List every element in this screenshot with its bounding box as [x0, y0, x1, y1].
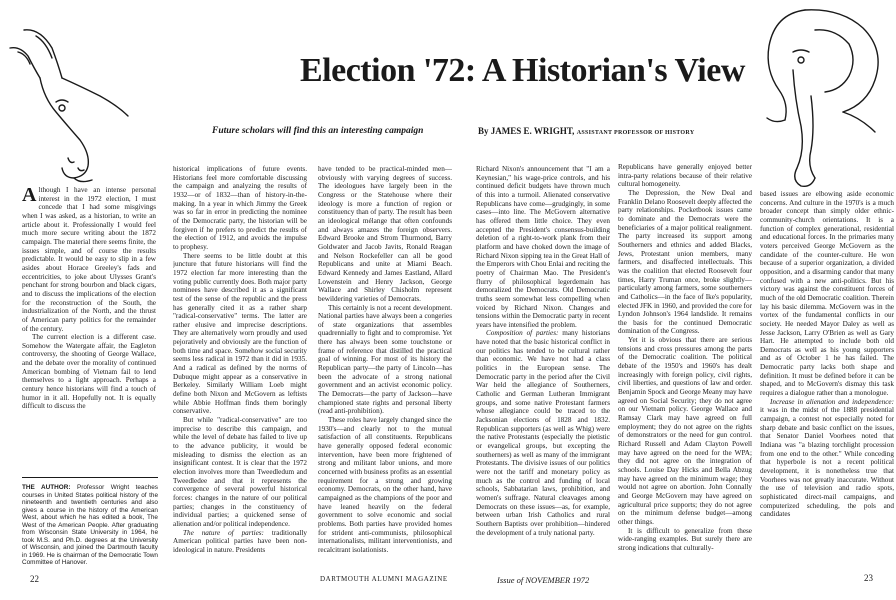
paragraph: Although I have an intense personal interest in the 1972 election, I must concede that I had some misgivings when I was asked, as a historian, to write an article about it. Professionally I would feel much more secure writing about the 1872 campaign. The material there seems finite, the issues simple, and of course the results predictable. It would be easy to slip in a few asides about Horace Greeley's fads and eccentricities, to joke about Ulysses Grant's penchant for strong bourbon and black cigars, and to discuss the implications of the election for the reconstruction of the South, the industrialization of the North, and the thrust of American party politics for the remainder of the century. — [22, 186, 156, 333]
elephant-illustration — [745, 0, 895, 190]
column-5 — [618, 163, 752, 560]
section-lead: Increase in alienation and independence: — [770, 397, 894, 406]
donkey-illustration — [0, 8, 140, 188]
byline — [478, 126, 694, 136]
author-label: THE AUTHOR: — [22, 484, 71, 491]
section-lead: Composition of parties: — [486, 329, 559, 338]
paragraph: based issues are elbowing aside economic concerns. And culture in the 1970's is a much broader concept than simply older ethnic-community-church orientations. It is a function of complex generational, residential and educational forces. In the primaries many voters perceived George McGovern as the candidate of the counter-culture. He won because of a superior organization, a divided opposition, and a disarming candor that many confused with a new anti-politics. But his victory was against the constituent forces of much of the old Democratic coalition. Therein lay his basic dilemma. McGovern was in the vortex of the fundamental conflicts in our society. He needed Mayor Daley as well as Jesse Jackson, Larry O'Brien as well as Gary Hart. He attempted to include both old Democrats as well as his young supporters and as of October 1 he has failed. The Democratic party lacks both shape and definition. It must be defined before it can be shaped, and to McGovern's dismay this task requires a dialogue rather than a monologue. — [760, 190, 894, 398]
paragraph: The current election is a different case. Somehow the Watergate affair, the Eagleton controversy, the shooting of George Wallace, and the debate over the morality of continued American bombing of Vietnam fail to lend themselves to a light approach. Perhaps a century hence historians will find a touch of humor in it all. Hopefully not. It is equally difficult to discuss the — [22, 333, 156, 411]
paragraph: This certainly is not a recent development. National parties have always been a congeries of state organizations that assembles quadrennially to fight and to compromise. Yet there has always been some touchstone or frame of reference that distilled the practical goal of winning. For most of its history the Republican party—the party of Lincoln—has been the advocate of a strong national government and an activist economic policy. The Democrats—the party of Jackson—have championed state rights and personal liberty (read anti-prohibition). — [318, 303, 452, 416]
column-4 — [476, 165, 610, 560]
byline-role: ASSISTANT PROFESSOR OF HISTORY — [576, 130, 695, 136]
paragraph: Increase in alienation and independence: it was in the midst of the 1888 presidential campaign, a contest not especially noted for sharp debate and basic conflict on the issues, that Senator Daniel Voorhees noted that Indiana was "a blazing torchlight procession from one end to the other." While conceding that hyperbole is not a recent political development, it is nonetheless true that Voorhees was not greatly inaccurate. Without the use of television and radio spots, sophisticated direct-mail campaigns, and computerized scheduling, the pols and candidates — [760, 397, 894, 519]
byline-author: By JAMES E. WRIGHT, — [478, 126, 575, 136]
author-bio: Professor Wright teaches courses in United States political history of the nineteenth and twentieth centuries and also gives a course in the history of the American West, about which he has edited a book, The West of the American People. After graduating from Wisconsin State University in 1964, he took M.S. and Ph.D. degrees at the University of Wisconsin, and joined the Dartmouth faculty in 1969. He is chairman of the Democratic Town Committee of Hanover. — [22, 484, 158, 567]
column-3 — [318, 165, 452, 560]
paragraph: It is difficult to generalize from these wide-ranging examples. But surely there are strong indications that culturally- — [618, 526, 752, 552]
page-number-right: 23 — [864, 573, 873, 583]
article-title: Election '72: A Historian's View — [300, 52, 745, 89]
paragraph: historical implications of future events. Historians feel more comfortable discussing the campaign and analyzing the results of 1932—or of 1832—than of history-in-the-making. In a year in which Jimmy the Greek was so far in error in predicting the nominee of the Democratic party, the historian will be forgiven if he prefers to predict the results of the election of 1912, and avoids the impulse to prophesy. — [173, 165, 307, 251]
drop-cap: A — [22, 186, 37, 206]
author-box — [22, 477, 158, 567]
paragraph: But while "radical-conservative" are too imprecise to describe this campaign, and while the level of debate has failed to live up to the advance publicity, it would be misleading to dismiss the election as an insignificant contest. It is clear that the 1972 election involves more than Tweedledum and Tweedledee and that it represents the convergence of several powerful historical forces: changes in the nature of our political parties; changes in the constituency of individual parties; a quickened sense of alienation and/or political independence. — [173, 416, 307, 528]
column-2 — [173, 165, 307, 560]
section-lead: The nature of parties: — [183, 528, 264, 537]
paragraph: The Depression, the New Deal and Franklin Delano Roosevelt deeply affected the party relationships. Pocketbook issues came to dominate and the Democrats were the beneficiaries of a major political realignment. The party increased its support among Southerners and ethnics and added Blacks, Jews, Protestant union members, many farmers, and disaffected intellectuals. This was the coalition that elected Roosevelt four times, Harry Truman once, broke slightly—particularly among farmers, some southerners and Catholics—in the face of Ike's popularity, elected JFK in 1960, and provided the core for Lyndon Johnson's 1964 landslide. It remains the basis for the continued Democratic domination of the Congress. — [618, 188, 752, 336]
paragraph: Republicans have generally enjoyed better intra-party relations because of their relative cultural homogeneity. — [618, 163, 752, 189]
issue-date: Issue of NOVEMBER 1972 — [497, 575, 590, 585]
paragraph: Composition of parties: many historians have noted that the basic historical conflict in our politics has tended to be cultural rather than economic. We have not had a class politics in the European sense. The Democratic party in the period after the Civil War held the allegiance of Southerners, Catholic and German Lutheran Immigrant groups, and some native Protestant farmers whose allegiance could be traced to the Jacksonian elections of 1828 and 1832. Republican supporters (as well as Whig) were the native Protestants (especially the pietistic or evangelical groups, but excepting the southerners) as well as many of the immigrant Protestants. The divisive issues of our politics were not the tariff and monetary policy as much as the control and funding of local schools, Sabbatarian laws, prohibition, and women's suffrage. Natural cleavages among Democrats on these issues—as, for example, between urban Irish Catholics and rural Southern Baptists over prohibition—hindered the development of a truly national party. — [476, 329, 610, 537]
page-number-left: 22 — [30, 574, 39, 584]
paragraph: The nature of parties: traditionally American political parties have been non-ideological in nature. Presidents — [173, 528, 307, 554]
paragraph: Yet it is obvious that there are serious tensions and cross pressures among the parts of the Democratic coalition. The political debate of the 1950's and 1960's has dealt increasingly with foreign policy, civil rights, civil liberties, and questions of law and order. Benjamin Spock and George Meany may have agreed on Social Security; they do not agree on our Vietnam policy. George Wallace and Ramsay Clark may have agreed on full employment; they do not agree on the rights of demonstrators or the need for gun control. Richard Russell and Adam Clayton Powell may have agreed on the need for the WPA; they did not agree on the integration of schools. Louise Day Hicks and Bella Abzug may have agreed on the minimum wage; they would not agree on abortion. John Connally and George McGovern may have agreed on agricultural price supports; they do not agree on the minimum defense budget—among other things. — [618, 336, 752, 526]
paragraph: have tended to be practical-minded men—obviously with varying degrees of success. The ideologues have largely been in the Congress or the Statehouse where their ideology is more a function of region or constituency than of party. The result has been an ideological mélange that often confounds and always amazes the foreign observers. Edward Brooke and Strom Thurmond, Barry Goldwater and Jacob Javits, Ronald Reagan and Nelson Rockefeller can all be good Republicans and unite at Miami Beach. Edward Kennedy and James Eastland, Allard Lowenstein and Henry Jackson, George Wallace and Shirley Chisholm represent bewildering varieties of Democrats. — [318, 165, 452, 303]
column-6 — [760, 190, 894, 560]
magazine-name: DARTMOUTH ALUMNI MAGAZINE — [320, 575, 448, 583]
paragraph: There seems to be little doubt at this juncture that future historians will find the 1972 election far more interesting than the voting public currently does. Both major party nominees have described it as a significant test of the sense of the republic and the press has generally cited it as a rather sharp "radical-conservative" terms. The latter are rather elusive and imprecise descriptions. They are alternatively worn proudly and used pejoratively and obviously are the function of both time and space. Somehow social security seems less radical in 1972 than it did in 1935. And a radical as defined by the norms of Dubuque might appear as a conservative in Berkeley. Similarly William Loeb might define both Nixon and McGovern as leftists while Abbie Hoffman finds them boringly conservative. — [173, 251, 307, 416]
paragraph: Richard Nixon's announcement that "I am a Keynesian," his wage-price controls, and his continued deficit budgets have thrown much of this into a turmoil. Alienated conservative Republicans have come—grudgingly, in some cases—into line. The McGovern alternative has offered them little choice. They even accepted the President's consensus-building deletion of a right-to-work plank from their platform and have choked down the image of Richard Nixon sipping tea in the Great Hall of the Emperors with Chou Enlai and reciting the poetry of Chairman Mao. The President's flurry of philosophical legerdemain has demoralized the Democrats. Old Democratic truths seem somewhat less compelling when voiced by Richard Nixon. Changes and tensions within the Democratic party in recent years have intensified the problem. — [476, 165, 610, 329]
article-intro: Future scholars will find this an interesting campaign — [212, 126, 424, 136]
paragraph: These roles have largely changed since the 1930's—and clearly not to the mutual satisfaction of all constituents. Republicans have generally opposed federal economic intervention, have been more frightened of strong and militant labor unions, and more concerned with business profits as an essential requirement for a strong and growing economy. Democrats, on the other hand, have campaigned as the champions of the poor and have leaned heavily on the federal government to solve economic and social problems. Both parties have provided homes for strident anti-communists, philosophical internationalists, militant interventionists, and recalcitrant isolationists. — [318, 416, 452, 554]
